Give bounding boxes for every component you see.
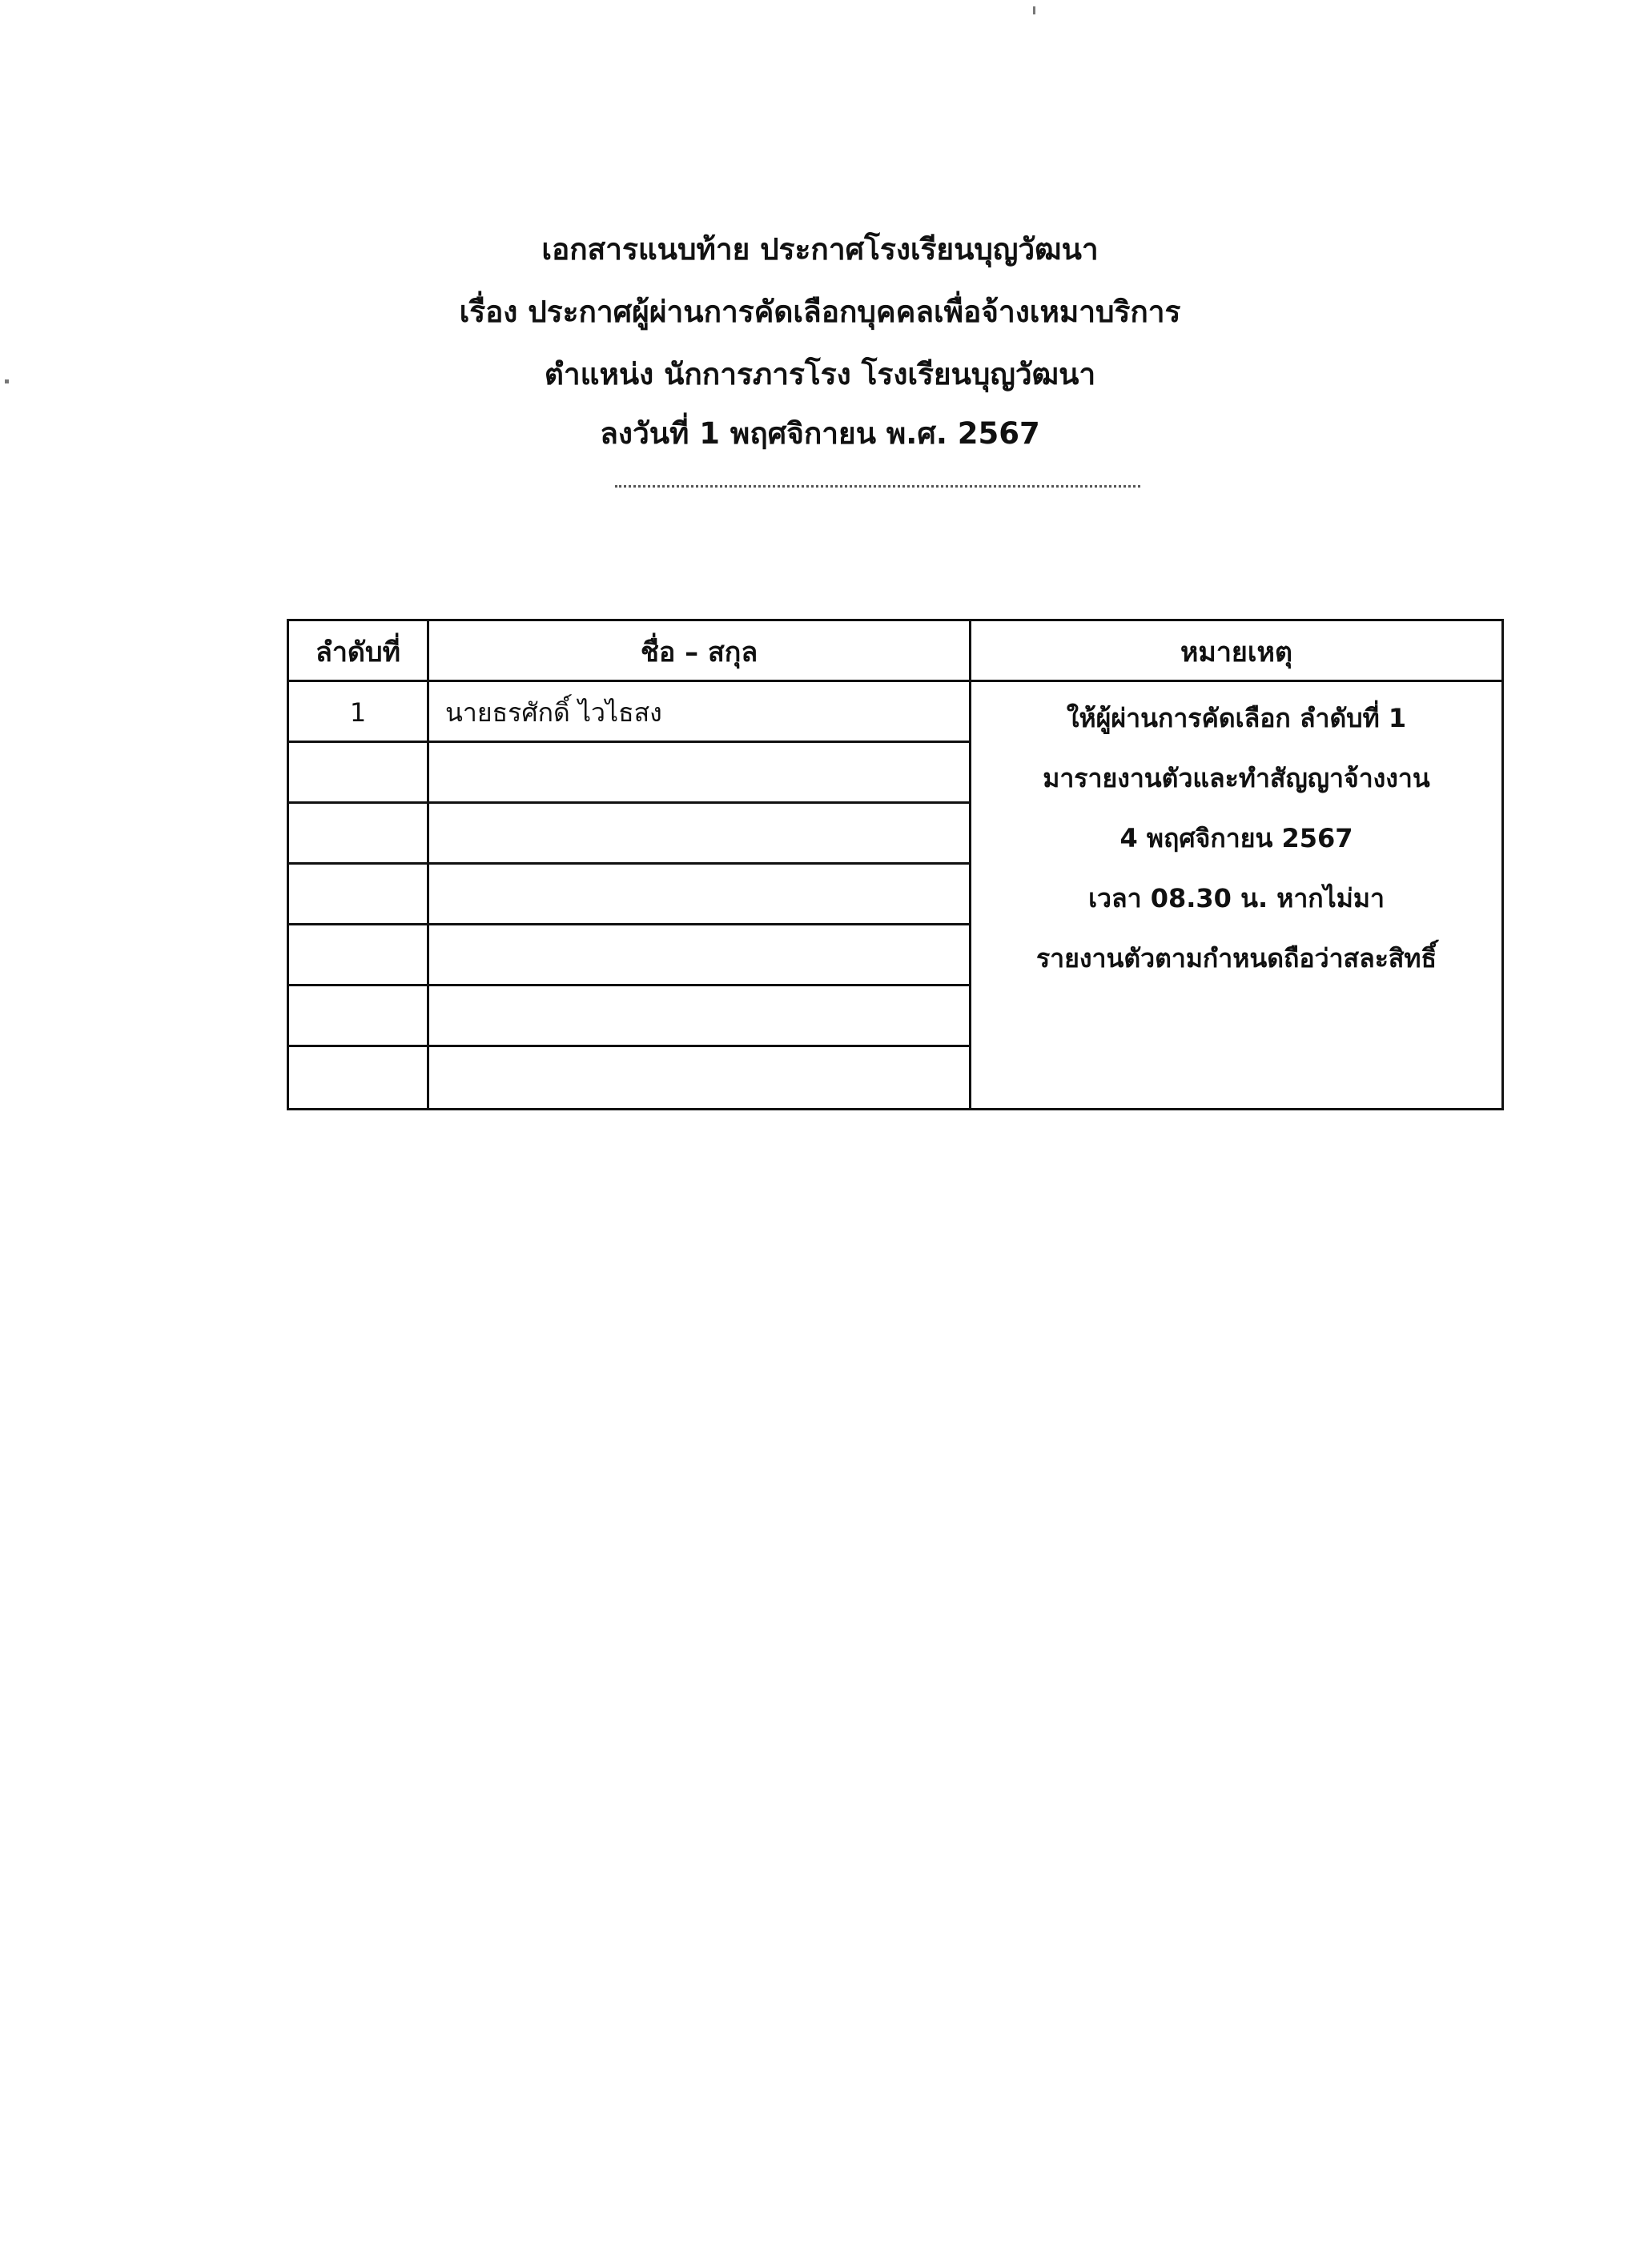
row-1-order: 1 (349, 697, 367, 728)
doc-date: ลงวันที่ 1 พฤศจิกายน พ.ศ. 2567 (600, 416, 1040, 451)
remark-line: เวลา 08.30 น. หากไม่มา (1088, 883, 1385, 913)
remark-line: รายงานตัวตามกำหนดถือว่าสละสิทธิ์ (1035, 943, 1437, 973)
col-header-remark: หมายเหตุ (1180, 636, 1292, 668)
col-header-order: ลำดับที่ (315, 636, 400, 668)
doc-title: เอกสารแนบท้าย ประกาศโรงเรียนบุญวัฒนา (541, 232, 1099, 267)
col-header-name: ชื่อ – สกุล (640, 636, 758, 668)
doc-position: ตำแหน่ง นักการภารโรง โรงเรียนบุญวัฒนา (544, 357, 1096, 391)
doc-subject: เรื่อง ประกาศผู้ผ่านการคัดเลือกบุคคลเพื่อจ้างเหมาบริการ (459, 295, 1181, 329)
table-divider (289, 923, 969, 925)
row-1-name: นายธรศักดิ์ ไวไธสง (445, 696, 662, 728)
scan-speck (5, 379, 9, 383)
remark-text (971, 688, 1501, 989)
remark-line: ให้ผู้ผ่านการคัดเลือก ลำดับที่ 1 (1066, 703, 1407, 733)
table-divider (289, 984, 969, 986)
table-divider (427, 621, 429, 1108)
results-table (287, 619, 1504, 1110)
table-divider (289, 862, 969, 865)
scan-speck (1033, 6, 1035, 14)
remark-line: มารายงานตัวและทำสัญญาจ้างงาน (1043, 763, 1430, 793)
table-divider (289, 801, 969, 804)
table-divider (289, 1045, 969, 1047)
dotted-divider (615, 485, 1140, 488)
remark-line: 4 พฤศจิกายน 2567 (1119, 823, 1353, 853)
